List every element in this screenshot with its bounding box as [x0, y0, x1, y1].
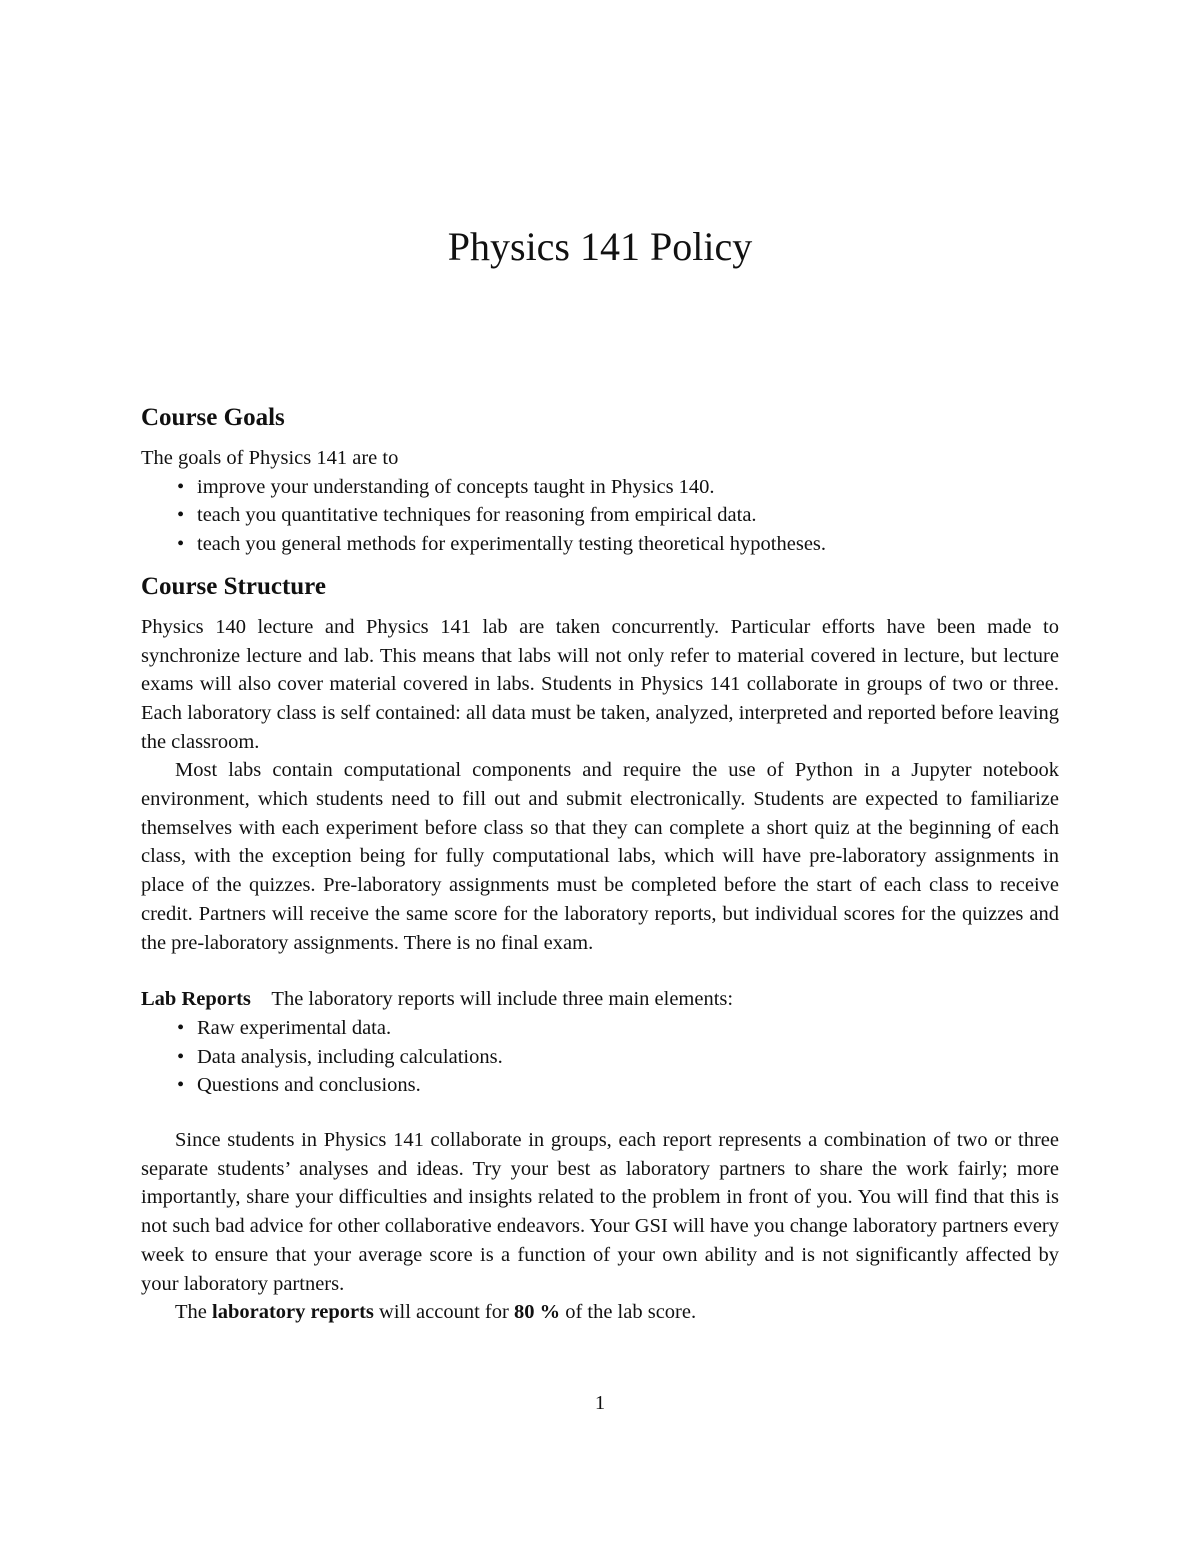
structure-paragraph-1: Physics 140 lecture and Physics 141 lab are taken concurrently. Particular efforts have been made to synchronize lecture and lab. This means that labs will not only refer to material covered in lecture, but lecture exams will also cover material covered in labs. Students in Physics 141 collaborate in groups of two or three. Each laboratory class is self contained: all data must be taken, analyzed, interpreted and reported before leaving the classroom. [141, 615, 1059, 753]
page-number: 1 [594, 1392, 606, 1414]
bullet-icon: • [177, 504, 185, 527]
list-item: • improve your understanding of concepts taught in Physics 140. [141, 473, 1059, 502]
list-item: • teach you quantitative techniques for reasoning from empirical data. [141, 501, 1059, 530]
list-item: • Data analysis, including calculations. [141, 1043, 1059, 1072]
bullet-icon: • [177, 475, 185, 498]
page-title: Physics 141 Policy [447, 224, 753, 269]
emphasis-laboratory-reports: laboratory reports [212, 1301, 374, 1324]
structure-paragraph-2: Most labs contain computational components and require the use of Python in a Jupyter notebook environment, which students need to fill out and submit electronically. Students are expected to familiarize themselves with each experiment before class so that they can complete a short quiz at the beginning of each class, with the exception being for fully computational labs, which will have pre-laboratory assignments in place of the quizzes. Pre-laboratory assignments must be completed before the start of each class to receive credit. Partners will receive the same score for the laboratory reports, but individual scores for the quizzes and the pre-laboratory assignments. There is no final exam. [141, 759, 1059, 954]
lab-reports-intro-line [141, 985, 1059, 1014]
goals-list [141, 473, 1059, 559]
section-lab-reports [141, 985, 1059, 1327]
list-item: • Raw experimental data. [141, 1014, 1059, 1043]
section-course-structure [141, 567, 1059, 957]
heading-course-structure: Course Structure [141, 572, 326, 600]
heading-course-goals: Course Goals [141, 404, 285, 431]
lab-reports-paragraph-1: Since students in Physics 141 collaborate in groups, each report represents a combination of two or three separate students’ analyses and ideas. Try your best as laboratory partners to share the work fairly; more importantly, share your difficulties and insights related to the problem in front of you. You will find that this is not such bad advice for other collaborative endeavors. Your GSI will have you change laboratory partners every week to ensure that your average score is a function of your own ability and is not significantly affected by your laboratory partners. [141, 1129, 1059, 1295]
lab-reports-label: Lab Reports [141, 988, 251, 1011]
bullet-icon: • [177, 533, 185, 556]
list-item: • teach you general methods for experimentally testing theoretical hypotheses. [141, 530, 1059, 559]
section-course-goals [141, 398, 1059, 559]
emphasis-percentage: 80 % [513, 1301, 561, 1324]
lab-reports-intro: The laboratory reports will include three main elements: [271, 988, 734, 1011]
list-item: • Questions and conclusions. [141, 1071, 1059, 1100]
bullet-icon: • [177, 1074, 185, 1097]
lab-reports-paragraph-2: The laboratory reports will account for 80 % of the lab score. [175, 1301, 697, 1324]
bullet-icon: • [177, 1045, 185, 1068]
bullet-icon: • [177, 1016, 185, 1039]
document-body [141, 398, 1059, 1327]
lab-reports-list [141, 1014, 1059, 1100]
goals-intro: The goals of Physics 141 are to [141, 447, 399, 469]
